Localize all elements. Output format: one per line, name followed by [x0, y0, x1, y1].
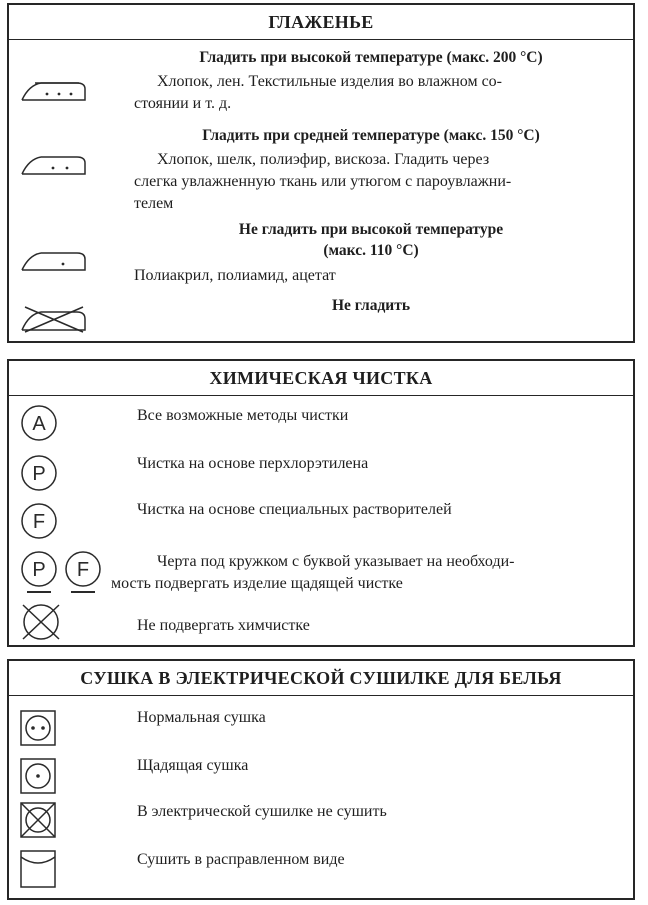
ironing-heading: Гладить при средней температуре (макс. 150 °С) [202, 127, 540, 144]
ironing-heading: Гладить при высокой температуре (макс. 200 °С) [199, 49, 543, 66]
ironing-desc [157, 71, 621, 93]
drycleaning-text-cont [111, 573, 621, 595]
tumbledry-item [9, 843, 633, 893]
drycleaning-item [9, 449, 633, 493]
drycleaning-text: Чистка на основе перхлорэтилена [137, 455, 369, 472]
ironing-heading-temp: (макс. 110 °С) [323, 242, 419, 259]
iron-one-dot-icon [19, 249, 89, 273]
drycleaning-text-line: мость подвергать изделие щадящей чистке [111, 575, 403, 592]
circle-f-icon [19, 501, 59, 541]
svg-text:P: P [32, 559, 46, 581]
ironing-item-medium [9, 127, 633, 212]
square-curve-icon [19, 849, 57, 889]
ironing-desc-cont [134, 93, 621, 115]
tumbledry-section [7, 659, 635, 900]
svg-text:P: P [32, 463, 46, 485]
tumbledry-item [9, 795, 633, 841]
drycleaning-text: Чистка на основе специальных растворителей [137, 501, 452, 518]
drycleaning-item [9, 545, 633, 599]
svg-text:A: A [32, 413, 46, 435]
circle-pf-underlined-icon [19, 549, 107, 599]
iron-three-dots-icon [19, 79, 89, 103]
ironing-item-high [9, 49, 633, 121]
iron-two-dots-icon [19, 153, 89, 177]
ironing-desc [134, 265, 621, 287]
circle-a-icon [19, 403, 59, 443]
tumbledry-title: СУШКА В ЭЛЕКТРИЧЕСКОЙ СУШИЛКЕ ДЛЯ БЕЛЬЯ [9, 661, 633, 696]
svg-text:F: F [32, 511, 46, 533]
svg-text:F: F [76, 559, 90, 581]
drycleaning-item [9, 401, 633, 445]
drycleaning-item [9, 601, 633, 645]
tumbledry-item [9, 749, 633, 793]
drycleaning-title: ХИМИЧЕСКАЯ ЧИСТКА [9, 361, 633, 396]
ironing-heading: Не гладить [331, 297, 411, 314]
drycleaning-text: Не подвергать химчистке [137, 617, 310, 634]
ironing-item-low [9, 221, 633, 287]
square-circle-two-dots-icon [19, 709, 57, 747]
drycleaning-item [9, 497, 633, 541]
ironing-desc-cont [134, 171, 621, 215]
tumbledry-text: Щадящая сушка [137, 757, 249, 774]
circle-crossed-icon [19, 601, 63, 643]
tumbledry-item [9, 701, 633, 745]
ironing-desc-line: Хлопок, шелк, полиэфир, вискоза. Гладить через [157, 151, 490, 168]
drycleaning-text [157, 551, 621, 573]
ironing-section [7, 3, 635, 343]
drycleaning-text-line: Черта под кружком с буквой указывает на необходи- [157, 553, 515, 570]
ironing-desc [157, 149, 621, 171]
ironing-desc-line: стоянии и т. д. [134, 95, 232, 112]
square-circle-crossed-icon [19, 801, 57, 839]
ironing-heading: Не гладить при высокой температуре [238, 221, 504, 238]
drycleaning-section [7, 359, 635, 647]
ironing-desc-line: Полиакрил, полиамид, ацетат [134, 267, 336, 284]
tumbledry-text: Нормальная сушка [137, 709, 266, 726]
drycleaning-text: Все возможные методы чистки [137, 407, 349, 424]
tumbledry-text: Сушить в расправленном виде [137, 851, 345, 868]
tumbledry-text: В электрической сушилке не сушить [137, 803, 387, 820]
circle-p-icon [19, 453, 59, 493]
iron-crossed-icon [19, 305, 89, 333]
ironing-desc-line: слегка увлажненную ткань или утюгом с пароувлажни- [134, 173, 512, 190]
ironing-title: ГЛАЖЕНЬЕ [9, 5, 633, 40]
square-circle-one-dot-icon [19, 757, 57, 795]
ironing-desc-line: телем [134, 195, 174, 212]
ironing-desc-line: Хлопок, лен. Текстильные изделия во влажном со- [157, 73, 502, 90]
ironing-item-no [9, 295, 633, 339]
